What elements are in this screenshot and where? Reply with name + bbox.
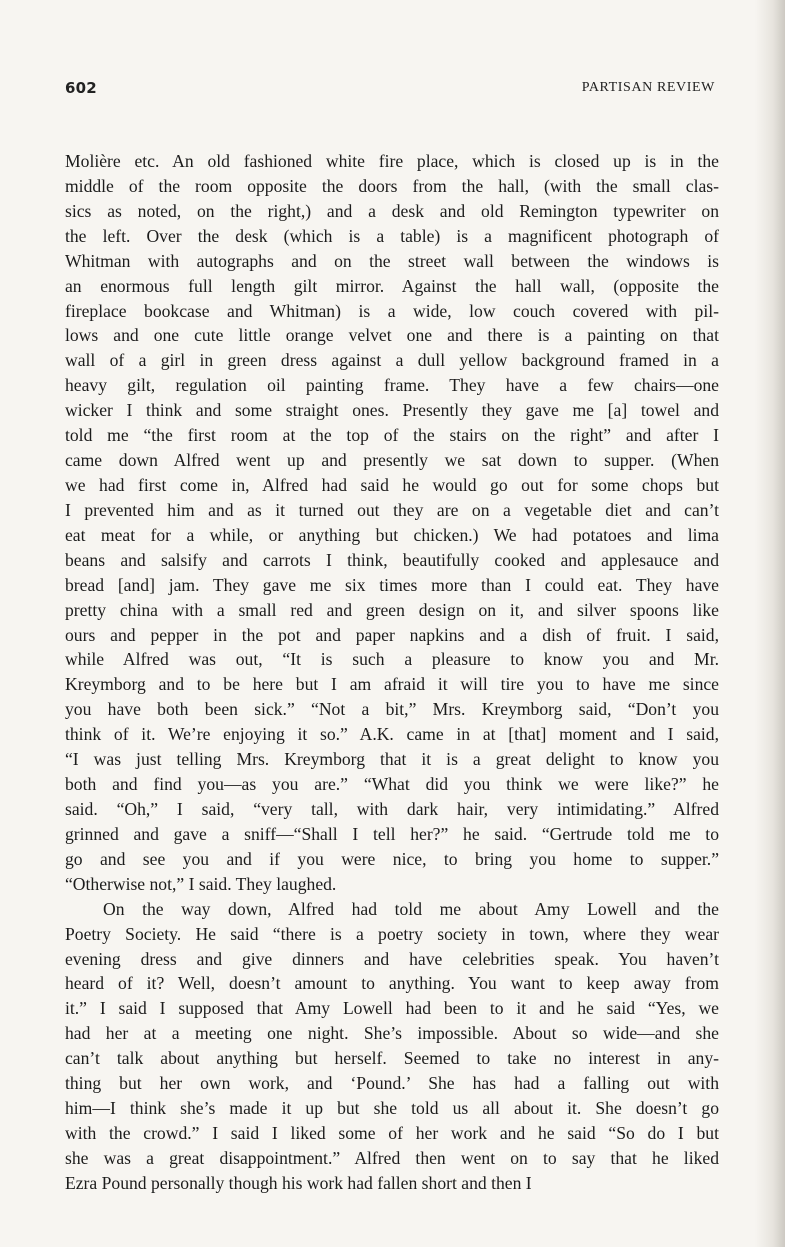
text-line: lows and one cute little orange velvet one and there is a painting on that <box>65 325 719 346</box>
text-line: Poetry Society. He said “there is a poetry society in town, where they wear <box>65 923 719 944</box>
text-line: said. “Oh,” I said, “very tall, with dark hair, very intimidating.” Alfred <box>65 798 719 819</box>
page-number: 602 <box>65 79 97 97</box>
text-line: wall of a girl in green dress against a dull yellow background framed in a <box>65 350 719 371</box>
text-line: Kreymborg and to be here but I am afraid it will tire you to have me since <box>65 674 719 695</box>
text-line: told me “the first room at the top of the stairs on the right” and after I <box>65 425 719 446</box>
text-line: came down Alfred went up and presently we sat down to supper. (When <box>65 450 719 471</box>
text-line: it.” I said I supposed that Amy Lowell had been to it and he said “Yes, we <box>65 998 719 1019</box>
text-line: “Otherwise not,” I said. They laughed. <box>65 873 337 894</box>
text-line: had her at a meeting one night. She’s impossible. About so wide—and she <box>65 1023 719 1044</box>
text-line: an enormous full length gilt mirror. Against the hall wall, (opposite the <box>65 275 719 296</box>
text-line: thing but her own work, and ‘Pound.’ She has had a falling out with <box>65 1073 719 1094</box>
text-line: the left. Over the desk (which is a table) is a magnificent photograph of <box>65 225 719 246</box>
text-line: Whitman with autographs and on the street wall between the windows is <box>65 250 719 271</box>
text-line: both and find you—as you are.” “What did you think we were like?” he <box>65 774 719 795</box>
text-line: think of it. We’re enjoying it so.” A.K. came in at [that] moment and I said, <box>65 724 719 745</box>
text-line: pretty china with a small red and green design on it, and silver spoons like <box>65 599 719 620</box>
text-line: grinned and gave a sniff—“Shall I tell her?” he said. “Gertrude told me to <box>65 823 719 844</box>
text-line: Ezra Pound personally though his work had fallen short and then I <box>65 1172 532 1193</box>
text-line: go and see you and if you were nice, to bring you home to supper.” <box>65 848 719 869</box>
text-line: ours and pepper in the pot and paper napkins and a dish of fruit. I said, <box>65 624 719 645</box>
text-line: On the way down, Alfred had told me about Amy Lowell and the <box>103 898 719 919</box>
text-line: middle of the room opposite the doors from the hall, (with the small clas- <box>65 175 719 196</box>
page-binding-shadow <box>755 0 785 1247</box>
running-head <box>65 79 715 101</box>
text-line: evening dress and give dinners and have celebrities speak. You haven’t <box>65 948 719 969</box>
text-line: heard of it? Well, doesn’t amount to anything. You want to keep away from <box>65 973 719 994</box>
text-line: fireplace bookcase and Whitman) is a wide, low couch covered with pil- <box>65 300 719 321</box>
text-line: with the crowd.” I said I liked some of her work and he said “So do I but <box>65 1122 719 1143</box>
text-line: we had first come in, Alfred had said he would go out for some chops but <box>65 474 719 495</box>
text-line: “I was just telling Mrs. Kreymborg that it is a great delight to know you <box>65 749 719 770</box>
text-line: sics as noted, on the right,) and a desk and old Remington typewriter on <box>65 200 719 221</box>
text-line: Molière etc. An old fashioned white fire place, which is closed up is in the <box>65 151 719 171</box>
text-line: wicker I think and some straight ones. Presently they gave me [a] towel and <box>65 400 719 421</box>
text-line: bread [and] jam. They gave me six times more than I could eat. They have <box>65 574 719 595</box>
text-line: eat meat for a while, or anything but chicken.) We had potatoes and lima <box>65 524 719 545</box>
text-line: can’t talk about anything but herself. Seemed to take no interest in any- <box>65 1048 719 1069</box>
text-line: you have both been sick.” “Not a bit,” Mrs. Kreymborg said, “Don’t you <box>65 699 719 720</box>
text-line: him—I think she’s made it up but she told us all about it. She doesn’t go <box>65 1098 719 1119</box>
paragraph <box>65 897 719 1196</box>
body-text <box>65 149 719 1196</box>
text-line: I prevented him and as it turned out they are on a vegetable diet and can’t <box>65 499 719 520</box>
text-line: while Alfred was out, “It is such a pleasure to know you and Mr. <box>65 649 719 670</box>
text-line: beans and salsify and carrots I think, beautifully cooked and applesauce and <box>65 549 719 570</box>
paragraph <box>65 149 719 897</box>
text-line: heavy gilt, regulation oil painting frame. They have a few chairs—one <box>65 375 719 396</box>
journal-title: PARTISAN REVIEW <box>581 80 715 95</box>
text-line: she was a great disappointment.” Alfred then went on to say that he liked <box>65 1147 719 1168</box>
